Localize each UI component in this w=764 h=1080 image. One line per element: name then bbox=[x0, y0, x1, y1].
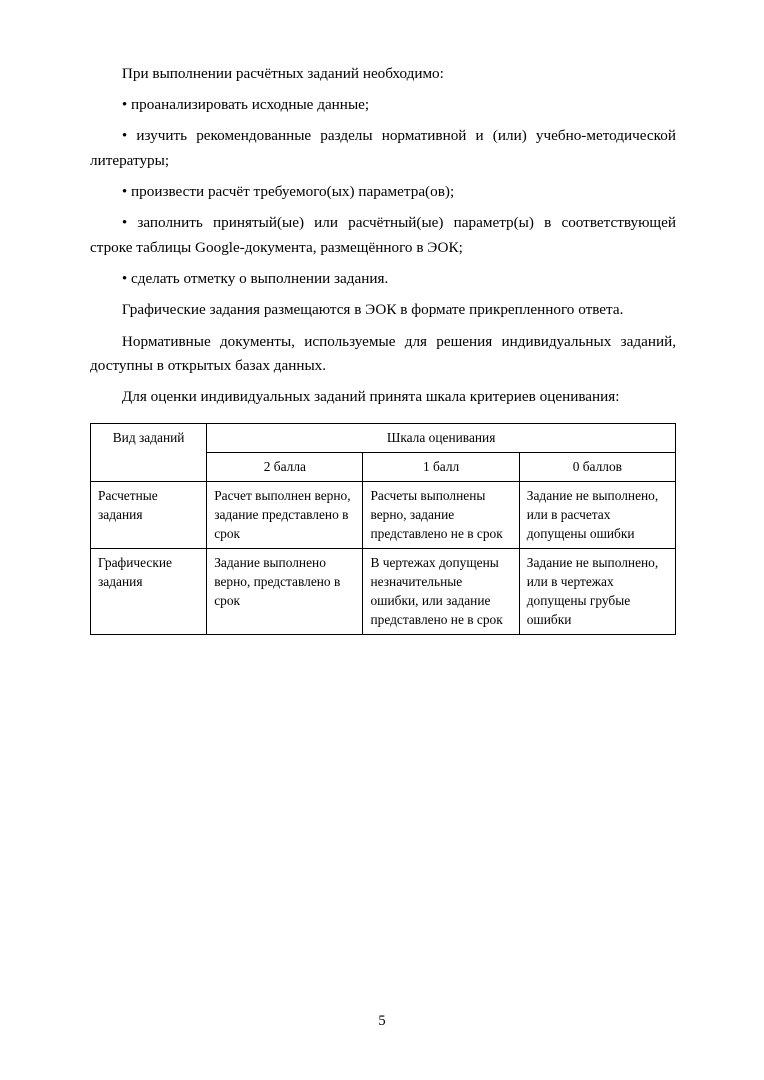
cell-calc-score-1: Расчеты выполнены верно, задание представлено не в срок bbox=[363, 482, 519, 549]
table-row bbox=[91, 549, 676, 635]
header-task-type: Вид заданий bbox=[91, 424, 207, 482]
header-score-0: 0 баллов bbox=[519, 453, 675, 482]
cell-graphic-score-2: Задание выполнено верно, представлено в срок bbox=[207, 549, 363, 635]
cell-calc-score-2: Расчет выполнен верно, задание представлено в срок bbox=[207, 482, 363, 549]
paragraph-normative-documents: Нормативные документы, используемые для решения индивидуальных заданий, доступны в открытых базах данных. bbox=[90, 332, 676, 375]
grading-criteria-table bbox=[90, 423, 676, 635]
header-score-1: 1 балл bbox=[363, 453, 519, 482]
row-task-type-calc: Расчетные задания bbox=[91, 482, 207, 549]
row-task-type-graphic: Графические задания bbox=[91, 549, 207, 635]
bullet-item-3: • произвести расчёт требуемого(ых) параметра(ов); bbox=[121, 183, 455, 201]
page-number: 5 bbox=[378, 1013, 386, 1029]
bullet-item-4: • заполнить принятый(ые) или расчётный(ые) параметр(ы) в соответствующей строке таблицы Google-документа, размещённого в ЭОК; bbox=[90, 214, 676, 257]
cell-graphic-score-0: Задание не выполнено, или в чертежах допущены грубые ошибки bbox=[519, 549, 675, 635]
bullet-item-1: • проанализировать исходные данные; bbox=[121, 96, 370, 114]
header-grading-scale: Шкала оценивания bbox=[207, 424, 676, 453]
bullet-item-2: • изучить рекомендованные разделы нормативной и (или) учебно-методической литературы; bbox=[90, 127, 676, 170]
header-score-2: 2 балла bbox=[207, 453, 363, 482]
table-row bbox=[91, 482, 676, 549]
table-header-row-1 bbox=[91, 424, 676, 453]
cell-calc-score-0: Задание не выполнено, или в расчетах допущены ошибки bbox=[519, 482, 675, 549]
bullet-item-5: • сделать отметку о выполнении задания. bbox=[121, 270, 389, 288]
paragraph-grading-intro: Для оценки индивидуальных заданий принята шкала критериев оценивания: bbox=[121, 388, 620, 406]
paragraph-intro: При выполнении расчётных заданий необходимо: bbox=[121, 65, 444, 82]
cell-graphic-score-1: В чертежах допущены незначительные ошибки, или задание представлено не в срок bbox=[363, 549, 519, 635]
paragraph-graphic-tasks: Графические задания размещаются в ЭОК в формате прикрепленного ответа. bbox=[121, 301, 624, 319]
